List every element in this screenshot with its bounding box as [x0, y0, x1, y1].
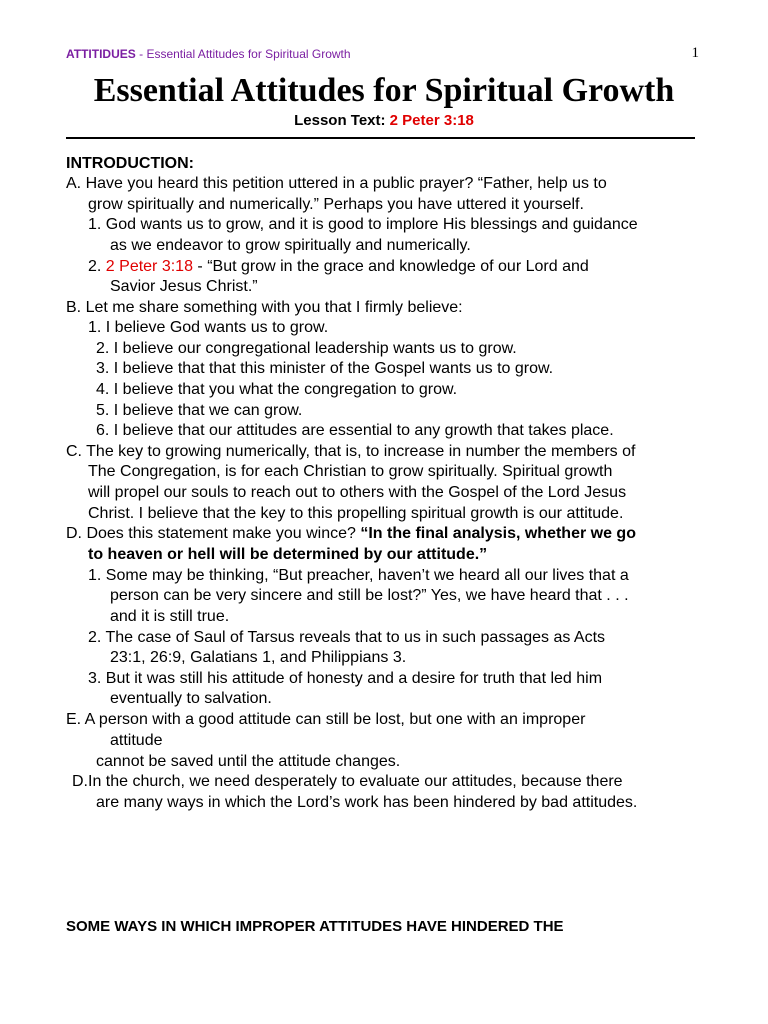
body-line: are many ways in which the Lord’s work has been hindered by bad attitudes. — [96, 794, 638, 811]
emphasis-line: to heaven or hell will be determined by our attitude.” — [88, 546, 488, 563]
body-line: E. A person with a good attitude can still be lost, but one with an improper — [66, 711, 586, 728]
lesson-text — [0, 112, 768, 129]
body-line — [88, 257, 589, 277]
scripture-reference-link[interactable]: 2 Peter 3:18 — [105, 258, 193, 275]
body-line: 4. I believe that you what the congregation to grow. — [96, 381, 458, 398]
body-line: The Congregation, is for each Christian to grow spiritually. Spiritual growth — [88, 463, 613, 480]
body-line: 3. But it was still his attitude of honesty and a desire for truth that led him — [88, 670, 603, 687]
body-line: as we endeavor to grow spiritually and numerically. — [110, 237, 471, 254]
body-line: 2. I believe our congregational leadership wants us to grow. — [96, 340, 517, 357]
header-subtitle: - Essential Attitudes for Spiritual Growth — [135, 47, 351, 61]
body-line: 1. God wants us to grow, and it is good to implore His blessings and guidance — [88, 216, 638, 233]
lesson-reference-link[interactable]: 2 Peter 3:18 — [389, 112, 474, 129]
title-divider — [66, 137, 695, 139]
body-line: person can be very sincere and still be lost?” Yes, we have heard that . . . — [110, 587, 629, 604]
lesson-label: Lesson Text: — [294, 112, 390, 129]
body-line: 3. I believe that that this minister of the Gospel wants us to grow. — [96, 360, 554, 377]
body-line: C. The key to growing numerically, that is, to increase in number the members of — [66, 443, 636, 460]
page-number: 1 — [691, 45, 699, 61]
emphasis-text: “In the final analysis, whether we go — [360, 525, 636, 542]
body-line: 1. I believe God wants us to grow. — [88, 319, 329, 336]
intro-heading: INTRODUCTION: — [66, 155, 194, 172]
body-line: and it is still true. — [110, 608, 230, 625]
body-line: 1. Some may be thinking, “But preacher, haven’t we heard all our lives that a — [88, 567, 629, 584]
body-line: grow spiritually and numerically.” Perhaps you have uttered it yourself. — [88, 196, 584, 213]
body-line: D.In the church, we need desperately to evaluate our attitudes, because there — [72, 773, 623, 790]
body-line — [66, 524, 636, 544]
body-line: 23:1, 26:9, Galatians 1, and Philippians 3. — [110, 649, 407, 666]
list-number: 2. — [88, 258, 106, 275]
body-line: Christ. I believe that the key to this propelling spiritual growth is our attitude. — [88, 505, 624, 522]
body-line: will propel our souls to reach out to others with the Gospel of the Lord Jesus — [88, 484, 627, 501]
running-header — [66, 47, 351, 61]
page-title: Essential Attitudes for Spiritual Growth — [93, 72, 675, 109]
body-line: Savior Jesus Christ.” — [110, 278, 258, 295]
body-line: eventually to salvation. — [110, 690, 272, 707]
body-line: 2. The case of Saul of Tarsus reveals that to us in such passages as Acts — [88, 629, 606, 646]
body-line: cannot be saved until the attitude changes. — [96, 753, 401, 770]
body-line: B. Let me share something with you that I firmly believe: — [66, 299, 463, 316]
body-line: 5. I believe that we can grow. — [96, 402, 303, 419]
header-section: ATTITIDUES — [66, 47, 136, 61]
body-line: attitude — [110, 732, 163, 749]
body-text: D. Does this statement make you wince? — [66, 525, 361, 542]
body-line: 6. I believe that our attitudes are essential to any growth that takes place. — [96, 422, 614, 439]
body-text: - “But grow in the grace and knowledge of our Lord and — [192, 258, 589, 275]
section-heading: SOME WAYS IN WHICH IMPROPER ATTITUDES HAVE HINDERED THE — [66, 918, 564, 935]
body-line: A. Have you heard this petition uttered in a public prayer? “Father, help us to — [66, 175, 607, 192]
